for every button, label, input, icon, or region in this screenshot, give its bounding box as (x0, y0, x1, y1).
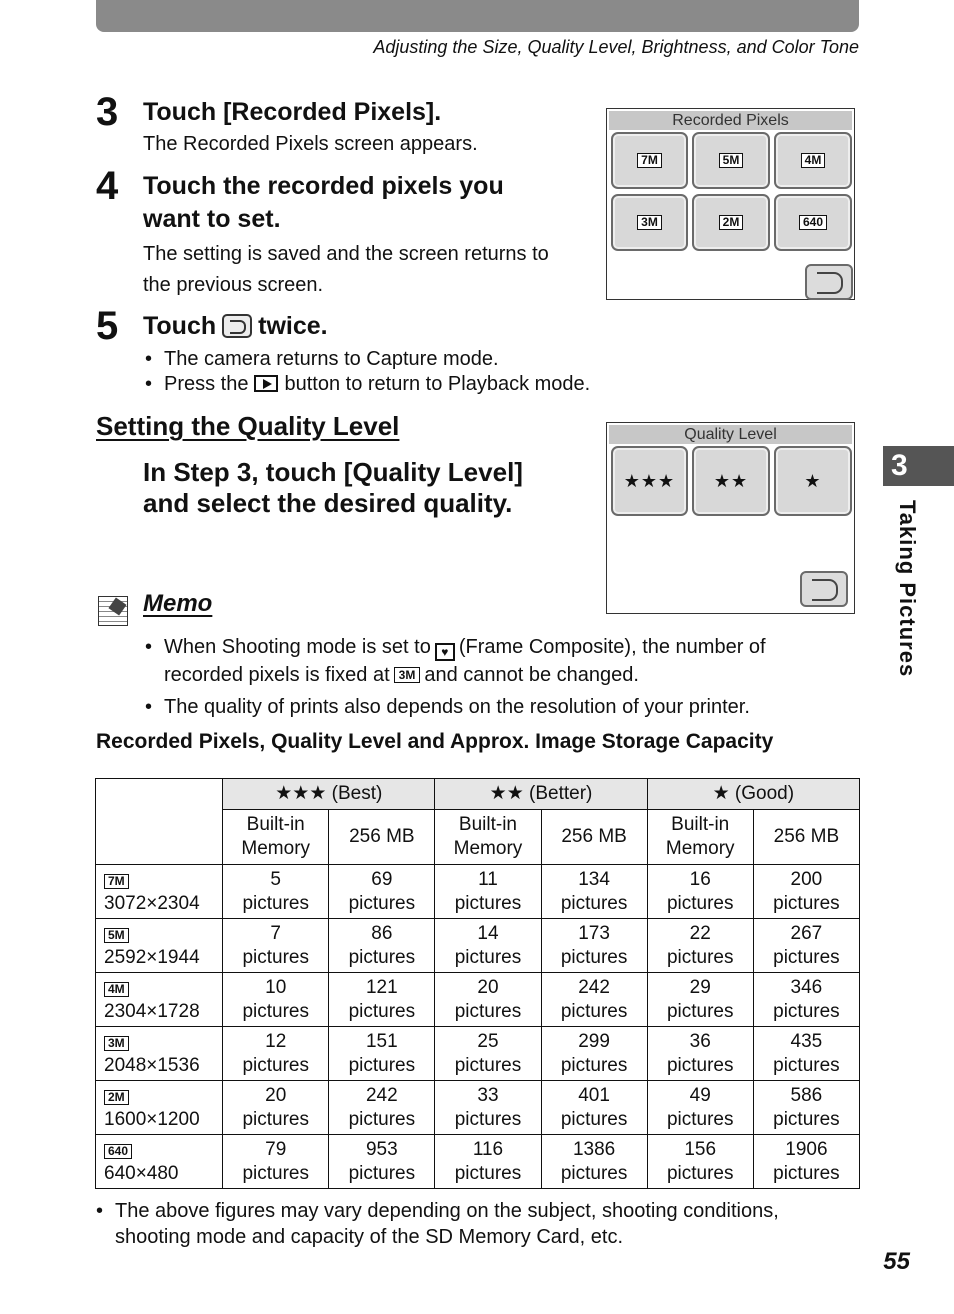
memo-title: Memo (143, 590, 213, 617)
cell-count: 11 (478, 868, 498, 890)
memo-bullet-1-post: (Frame Composite), the number of (458, 636, 766, 658)
header-builtin-memory: Built-in Memory (647, 810, 753, 865)
table-row (96, 973, 860, 1027)
table-header-row-quality (96, 779, 860, 810)
cell-count: 267 (790, 922, 823, 944)
memo-badge-3m: 3M (394, 667, 421, 683)
quality-stars-best: ★★★ (623, 470, 676, 491)
cell-unit: pictures (560, 1000, 628, 1022)
cell-count: 242 (365, 1084, 398, 1106)
header-bar (96, 0, 859, 32)
step-5-bullet-1-text: The camera returns to Capture mode. (164, 348, 499, 370)
pixels-button-2m[interactable] (692, 194, 770, 251)
row-pixels-badge: 3M (104, 1036, 129, 1051)
cell-unit: pictures (242, 1108, 309, 1130)
row-pixel-size: 2304×1728 (104, 1000, 200, 1022)
quality-level-back-button[interactable] (800, 571, 848, 607)
cell-count: 173 (578, 922, 610, 944)
cell-unit: pictures (773, 946, 840, 968)
cell-count: 200 (790, 868, 823, 890)
table-row (96, 1027, 860, 1081)
page-number: 55 (883, 1248, 910, 1275)
cell-count: 5 (270, 868, 281, 890)
table-cell (647, 973, 753, 1027)
row-pixel-size: 2048×1536 (104, 1054, 200, 1076)
table-cell (223, 865, 329, 919)
cell-count: 69 (371, 868, 393, 890)
header-256mb: 256 MB (753, 810, 859, 865)
row-label-cell (96, 1081, 223, 1135)
chapter-tab[interactable]: 3 (883, 446, 954, 486)
cell-unit: pictures (666, 1162, 734, 1184)
cell-unit: pictures (560, 1108, 628, 1130)
step-4-title-line1: Touch the recorded pixels you (143, 172, 504, 200)
table-footnote-text-1: The above figures may vary depending on the subject, shooting conditions, (115, 1200, 779, 1222)
table-cell (435, 1081, 541, 1135)
table-cell (753, 865, 859, 919)
row-label-cell (96, 919, 223, 973)
cell-unit: pictures (454, 946, 522, 968)
cell-unit: pictures (348, 892, 416, 914)
pixels-badge-7m: 7M (637, 153, 662, 168)
cell-unit: pictures (454, 1108, 522, 1130)
header-quality-good: ★ (Good) (647, 779, 859, 810)
table-cell (753, 1081, 859, 1135)
quality-button-best[interactable] (611, 446, 688, 516)
pixels-button-4m[interactable] (774, 132, 852, 189)
cell-unit: pictures (560, 1162, 628, 1184)
step-3-body: The Recorded Pixels screen appears. (143, 133, 478, 155)
table-footnote-line2: shooting mode and capacity of the SD Memory Card, etc. (115, 1226, 624, 1248)
table-cell (435, 919, 541, 973)
row-label-cell (96, 865, 223, 919)
pixels-badge-3m: 3M (637, 215, 662, 230)
cell-unit: pictures (454, 1162, 522, 1184)
memo-bullet-1-line2-pre: recorded pixels is fixed at (164, 664, 390, 686)
step-4-body-line2: the previous screen. (143, 274, 324, 296)
step-4-title-line2: want to set. (143, 205, 281, 233)
cell-count: 36 (689, 1030, 711, 1052)
table-cell (753, 1027, 859, 1081)
step-5-bullet-2-post: button to return to Playback mode. (284, 373, 591, 395)
quality-instruction-line2: and select the desired quality. (143, 488, 513, 518)
cell-unit: pictures (242, 946, 309, 968)
cell-count: 156 (684, 1138, 717, 1160)
memo-bullet-1-pre: When Shooting mode is set to (164, 636, 431, 658)
quality-button-good[interactable] (774, 446, 852, 516)
cell-unit: pictures (454, 1054, 522, 1076)
table-cell (541, 1081, 647, 1135)
cell-count: 29 (689, 976, 711, 998)
cell-count: 49 (689, 1084, 711, 1106)
table-cell (541, 919, 647, 973)
recorded-pixels-back-button[interactable] (805, 264, 853, 300)
step-3-number: 3 (96, 90, 119, 134)
cell-unit: pictures (560, 892, 628, 914)
quality-section-title: Setting the Quality Level (96, 411, 400, 441)
cell-unit: pictures (454, 1000, 522, 1022)
table-cell (223, 1135, 329, 1189)
memo-bullet-1-line2-post: and cannot be changed. (424, 664, 639, 686)
cell-count: 586 (790, 1084, 823, 1106)
cell-unit: pictures (242, 1162, 309, 1184)
table-heading: Recorded Pixels, Quality Level and Approx. Image Storage Capacity (96, 730, 774, 753)
frame-composite-icon: ♥ (435, 643, 455, 661)
header-256mb: 256 MB (541, 810, 647, 865)
cell-unit: pictures (773, 892, 840, 914)
cell-count: 12 (265, 1030, 287, 1052)
cell-count: 25 (477, 1030, 499, 1052)
cell-unit: pictures (666, 946, 734, 968)
cell-unit: pictures (666, 892, 734, 914)
cell-count: 7 (270, 922, 281, 944)
step-5-number: 5 (96, 304, 119, 348)
table-cell (541, 1027, 647, 1081)
row-pixels-badge: 640 (104, 1144, 132, 1159)
recorded-pixels-screen (606, 108, 855, 300)
pixels-badge-5m: 5M (719, 153, 744, 168)
step-5-bullet-1: • The camera returns to Capture mode. (145, 348, 499, 370)
table-row (96, 1081, 860, 1135)
step-5-title (143, 310, 328, 343)
cell-count: 20 (477, 976, 499, 998)
row-label-cell (96, 973, 223, 1027)
table-cell (647, 919, 753, 973)
memo-bullet-1-line1: • When Shooting mode is set to ♥ (Frame Composite), the number of (145, 636, 766, 659)
table-row (96, 1135, 860, 1189)
row-label-cell (96, 1027, 223, 1081)
table-cell (329, 1081, 435, 1135)
quality-level-screen-title: Quality Level (609, 425, 852, 444)
chapter-label: Taking Pictures (895, 500, 920, 678)
pixels-button-5m[interactable] (692, 132, 770, 189)
table-row (96, 919, 860, 973)
cell-count: 299 (578, 1030, 610, 1052)
cell-count: 20 (265, 1084, 287, 1106)
pixels-badge-2m: 2M (719, 215, 744, 230)
cell-count: 14 (477, 922, 499, 944)
cell-unit: pictures (348, 1162, 416, 1184)
pixels-button-3m[interactable] (611, 194, 688, 251)
cell-unit: pictures (242, 1000, 309, 1022)
quality-stars-better: ★★ (713, 470, 749, 491)
table-cell (647, 1135, 753, 1189)
cell-count: 22 (689, 922, 711, 944)
capacity-table (95, 778, 860, 1189)
table-cell (435, 865, 541, 919)
table-cell (753, 1135, 859, 1189)
memo-bullet-2: • The quality of prints also depends on the resolution of your printer. (145, 696, 750, 718)
table-row (96, 865, 860, 919)
pixels-button-7m[interactable] (611, 132, 688, 189)
table-cell (329, 919, 435, 973)
cell-unit: pictures (348, 1000, 416, 1022)
quality-level-screen (606, 422, 855, 614)
step-5-title-post: twice. (258, 312, 328, 340)
cell-unit: pictures (560, 946, 628, 968)
cell-count: 401 (578, 1084, 610, 1106)
cell-unit: pictures (773, 1000, 840, 1022)
table-cell (647, 865, 753, 919)
cell-unit: pictures (242, 1054, 309, 1076)
table-cell (435, 973, 541, 1027)
quality-instruction-line1: In Step 3, touch [Quality Level] (143, 457, 523, 487)
header-quality-better: ★★ (Better) (435, 779, 647, 810)
cell-unit: pictures (773, 1054, 840, 1076)
running-head: Adjusting the Size, Quality Level, Brightness, and Color Tone (373, 37, 859, 57)
table-cell (329, 1135, 435, 1189)
memo-icon (98, 596, 128, 626)
row-pixel-size: 2592×1944 (104, 946, 200, 968)
table-cell (223, 1081, 329, 1135)
step-3-title: Touch [Recorded Pixels]. (143, 98, 442, 126)
cell-count: 1906 (785, 1138, 828, 1160)
cell-count: 33 (477, 1084, 499, 1106)
cell-count: 242 (578, 976, 610, 998)
cell-count: 1386 (572, 1138, 616, 1160)
step-4-number: 4 (96, 164, 119, 208)
cell-count: 16 (689, 868, 711, 890)
pixels-button-640[interactable] (774, 194, 852, 251)
table-cell (541, 973, 647, 1027)
quality-stars-good: ★ (804, 470, 822, 491)
cell-unit: pictures (560, 1054, 628, 1076)
table-cell (329, 973, 435, 1027)
table-cell (753, 973, 859, 1027)
cell-count: 79 (265, 1138, 287, 1160)
table-cell (329, 1027, 435, 1081)
cell-count: 116 (472, 1138, 504, 1160)
table-cell (753, 919, 859, 973)
cell-count: 346 (790, 976, 823, 998)
cell-unit: pictures (454, 892, 522, 914)
table-cell (435, 1027, 541, 1081)
row-pixel-size: 1600×1200 (104, 1108, 200, 1130)
playback-icon (254, 375, 278, 392)
pixels-badge-4m: 4M (801, 153, 826, 168)
cell-count: 121 (365, 976, 398, 998)
cell-unit: pictures (348, 946, 416, 968)
recorded-pixels-screen-title: Recorded Pixels (609, 111, 852, 130)
cell-count: 151 (365, 1030, 398, 1052)
cell-unit: pictures (242, 892, 309, 914)
row-pixels-badge: 5M (104, 928, 129, 943)
row-label-cell (96, 1135, 223, 1189)
row-pixel-size: 3072×2304 (104, 892, 200, 914)
header-quality-best: ★★★ (Best) (223, 779, 435, 810)
cell-unit: pictures (773, 1162, 840, 1184)
table-cell (223, 973, 329, 1027)
row-pixels-badge: 4M (104, 982, 129, 997)
row-pixels-badge: 7M (104, 874, 129, 889)
cell-unit: pictures (348, 1108, 416, 1130)
table-cell (223, 919, 329, 973)
memo-bullet-1-line2 (164, 662, 639, 688)
table-cell (435, 1135, 541, 1189)
header-builtin-memory: Built-in Memory (223, 810, 329, 865)
table-cell (541, 1135, 647, 1189)
cell-unit: pictures (348, 1054, 416, 1076)
table-corner-cell (96, 779, 223, 865)
quality-button-better[interactable] (692, 446, 770, 516)
memo-bullet-2-text: The quality of prints also depends on the resolution of your printer. (164, 696, 750, 718)
table-footnote-line1: • The above figures may vary depending on the subject, shooting conditions, (96, 1200, 779, 1222)
pixels-badge-640: 640 (799, 215, 827, 230)
header-256mb: 256 MB (329, 810, 435, 865)
header-builtin-memory: Built-in Memory (435, 810, 541, 865)
step-5-bullet-2: • Press the button to return to Playback mode. (145, 373, 591, 395)
cell-unit: pictures (666, 1108, 734, 1130)
row-pixels-badge: 2M (104, 1090, 129, 1105)
cell-count: 435 (790, 1030, 823, 1052)
cell-count: 134 (578, 868, 610, 890)
table-cell (223, 1027, 329, 1081)
cell-count: 86 (371, 922, 393, 944)
step-4-body-line1: The setting is saved and the screen returns to (143, 243, 549, 265)
table-cell (329, 865, 435, 919)
cell-count: 10 (265, 976, 287, 998)
cell-unit: pictures (666, 1054, 734, 1076)
table-cell (541, 865, 647, 919)
step-5-title-pre: Touch (143, 312, 217, 340)
table-cell (647, 1081, 753, 1135)
back-icon (222, 314, 252, 338)
cell-unit: pictures (666, 1000, 734, 1022)
cell-unit: pictures (773, 1108, 840, 1130)
table-cell (647, 1027, 753, 1081)
row-pixel-size: 640×480 (104, 1162, 179, 1184)
cell-count: 953 (365, 1138, 398, 1160)
step-5-bullet-2-pre: Press the (164, 373, 249, 395)
